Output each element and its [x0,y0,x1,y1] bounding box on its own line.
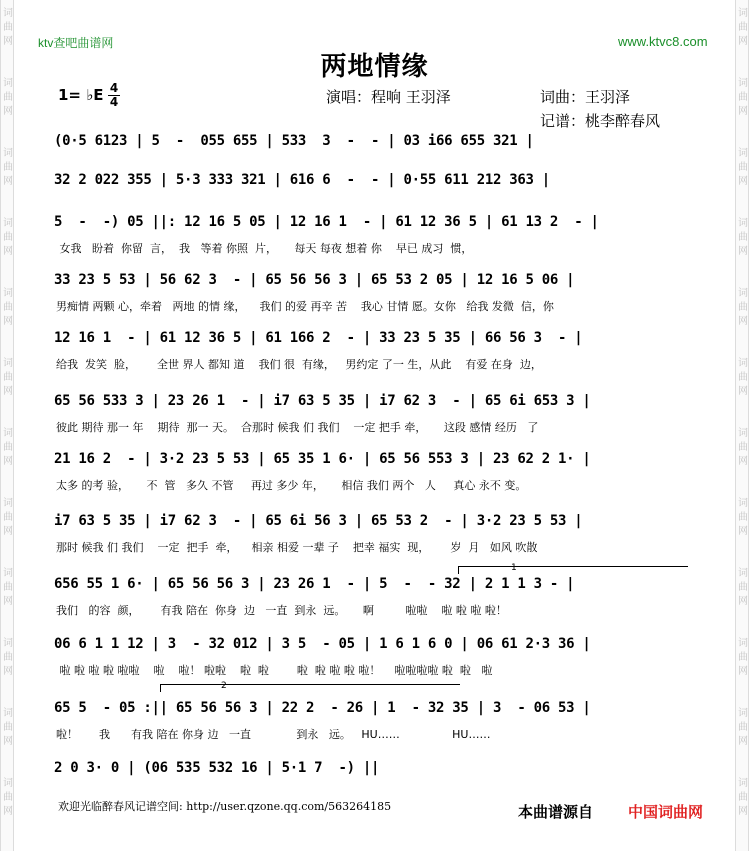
watermark-char: 词 [3,778,13,789]
second-ending-number: 2 [221,681,227,691]
first-ending-number: 1 [511,563,517,573]
watermark-char: 网 [738,246,748,257]
watermark-char: 网 [738,596,748,607]
watermark-char: 网 [738,736,748,747]
watermark-char: 网 [3,316,13,327]
watermark-char: 曲 [738,652,748,663]
lyric-row: 啦！ 我 有我 陪在 你身 边 一直 到永 远。 HU…… HU…… [56,728,491,741]
notation-row: 5 - -) 05 ||: 12 16 5 05 | 12 16 1 - | 61 12 36 5 | 61 13 2 - | [54,214,599,230]
watermark-char: 词 [738,8,748,19]
watermark-char: 词 [738,288,748,299]
watermark-char: 曲 [738,722,748,733]
first-ending-bracket [458,563,688,574]
watermark-char: 词 [3,708,13,719]
notation-row: i7 63 5 35 | i7 62 3 - | 65 6i 56 3 | 65 53 2 - | 3·2 23 5 53 | [54,513,583,529]
lyric-row: 给我 发笑 脸， 全世 界人 都知 道 我们 很 有缘， 男约定 了一 生，从此 有爱 在身 边， [56,358,542,371]
watermark-char: 词 [738,148,748,159]
watermark-char: 曲 [738,512,748,523]
watermark-char: 词 [738,78,748,89]
lyric-row: 女我 盼着 你留 言， 我 等着 你照 片， 每天 每夜 想着 你 早已 成习 惯， [56,242,473,255]
watermark-char: 词 [738,428,748,439]
watermark-char: 网 [3,526,13,537]
watermark-char: 曲 [738,162,748,173]
second-ending-bracket [160,681,460,692]
lyric-row: 男痴情 两颗 心，牵着 两地 的情 缘， 我们 的爱 再辛 苦 我心 甘情 愿。女你 给我 发微 信，你 [56,300,554,313]
watermark-char: 网 [3,806,13,817]
watermark-char: 词 [3,288,13,299]
lyric-row: 我们 的容 颜， 有我 陪在 你身 边 一直 到永 远。 啊 啦啦 啦 啦 啦 啦！ [56,604,507,617]
watermark-char: 曲 [3,512,13,523]
watermark-char: 曲 [3,302,13,313]
watermark-char: 网 [3,596,13,607]
watermark-char: 网 [738,456,748,467]
watermark-char: 网 [3,106,13,117]
transcriber-credit: 记谱：桃李醉春风 [540,112,661,130]
watermark-char: 曲 [3,582,13,593]
watermark-char: 曲 [738,22,748,33]
watermark-char: 词 [3,218,13,229]
lyric-row: 彼此 期待 那一 年 期待 那一 天。 合那时 候我 们 我们 一定 把手 牵， 这段 感情 经历 了 [56,421,539,434]
watermark-char: 网 [738,106,748,117]
lyric-row: 啦 啦 啦 啦 啦啦 啦 啦！ 啦啦 啦 啦 啦 啦 啦 啦 啦！ 啦啦啦啦 啦 啦 啦 [56,664,493,677]
watermark-char: 网 [3,736,13,747]
watermark-char: 曲 [738,442,748,453]
notation-row: 65 56 533 3 | 23 26 1 - | i7 63 5 35 | i7 62 3 - | 65 6i 653 3 | [54,393,591,409]
watermark-char: 词 [738,778,748,789]
time-signature-top: 4 [109,81,119,95]
watermark-char: 词 [738,218,748,229]
watermark-char: 曲 [3,22,13,33]
header-right-site[interactable]: www.ktvc8.com [618,34,708,49]
lyric-row: 那时 候我 们 我们 一定 把手 牵， 相亲 相爱 一辈 子 把幸 福实 现， 岁 月 如风 吹散 [56,541,538,554]
watermark-char: 曲 [738,302,748,313]
right-watermark-strip [735,0,749,851]
watermark-char: 词 [738,568,748,579]
watermark-char: 词 [3,148,13,159]
notation-row: (0·5 6123 | 5 - 055 655 | 533 3 - - | 03 i66 655 321 | [54,133,534,149]
composer-credit: 词曲：王羽泽 [540,88,631,106]
notation-row: 32 2 022 355 | 5·3 333 321 | 616 6 - - | 0·55 611 212 363 | [54,172,550,188]
notation-row: 656 55 1 6· | 65 56 56 3 | 23 26 1 - | 5 - - 32 | 2 1 1 3 - | [54,576,575,592]
watermark-char: 词 [3,8,13,19]
watermark-char: 曲 [738,92,748,103]
header-left-site[interactable]: ktv查吧曲谱网 [38,36,114,50]
watermark-char: 词 [738,638,748,649]
watermark-char: 网 [738,36,748,47]
watermark-char: 词 [738,708,748,719]
watermark-char: 曲 [3,92,13,103]
left-watermark-strip [0,0,14,851]
watermark-char: 词 [738,358,748,369]
watermark-char: 网 [3,386,13,397]
watermark-char: 曲 [3,442,13,453]
watermark-char: 曲 [3,162,13,173]
watermark-char: 曲 [738,372,748,383]
watermark-char: 词 [3,78,13,89]
watermark-char: 曲 [3,792,13,803]
watermark-char: 网 [738,316,748,327]
source-label: 本曲谱源自 [518,803,594,821]
singers-credit: 演唱：程响 王羽泽 [326,88,451,106]
watermark-char: 曲 [3,652,13,663]
notation-row: 06 6 1 1 12 | 3 - 32 012 | 3 5 - 05 | 1 6 1 6 0 | 06 61 2·3 36 | [54,636,591,652]
watermark-char: 网 [738,176,748,187]
watermark-char: 曲 [3,722,13,733]
notation-row: 2 0 3· 0 | (06 535 532 16 | 5·1 7 -) || [54,760,380,776]
watermark-char: 词 [3,358,13,369]
watermark-char: 网 [738,386,748,397]
watermark-char: 曲 [3,232,13,243]
watermark-char: 词 [738,498,748,509]
footer-note: 欢迎光临醉春风记谱空间: http://user.qzone.qq.com/563264185 [58,800,392,813]
watermark-char: 词 [3,498,13,509]
watermark-char: 网 [3,246,13,257]
watermark-char: 网 [3,456,13,467]
watermark-char: 曲 [738,232,748,243]
time-signature [108,82,120,109]
song-title: 两地情缘 [320,52,429,82]
key-signature: 1= ♭E [58,86,104,104]
notation-row: 33 23 5 53 | 56 62 3 - | 65 56 56 3 | 65 53 2 05 | 12 16 5 06 | [54,272,575,288]
watermark-char: 词 [3,638,13,649]
watermark-char: 词 [3,568,13,579]
lyric-row: 太多 的考 验， 不 管 多久 不管 再过 多少 年， 相信 我们 两个 人 真心 永不 变。 [56,479,527,492]
watermark-char: 曲 [738,792,748,803]
watermark-char: 网 [3,36,13,47]
watermark-char: 网 [3,666,13,677]
watermark-char: 网 [738,666,748,677]
watermark-char: 曲 [738,582,748,593]
source-site[interactable]: 中国词曲网 [628,803,704,821]
watermark-char: 词 [3,428,13,439]
watermark-char: 曲 [3,372,13,383]
watermark-char: 网 [738,806,748,817]
notation-row: 12 16 1 - | 61 12 36 5 | 61 166 2 - | 33 23 5 35 | 66 56 3 - | [54,330,583,346]
time-signature-bottom: 4 [109,95,119,109]
notation-row: 21 16 2 - | 3·2 23 5 53 | 65 35 1 6· | 65 56 553 3 | 23 62 2 1· | [54,451,591,467]
notation-row: 65 5 - 05 :|| 65 56 56 3 | 22 2 - 26 | 1 - 32 35 | 3 - 06 53 | [54,700,591,716]
watermark-char: 网 [738,526,748,537]
watermark-char: 网 [3,176,13,187]
